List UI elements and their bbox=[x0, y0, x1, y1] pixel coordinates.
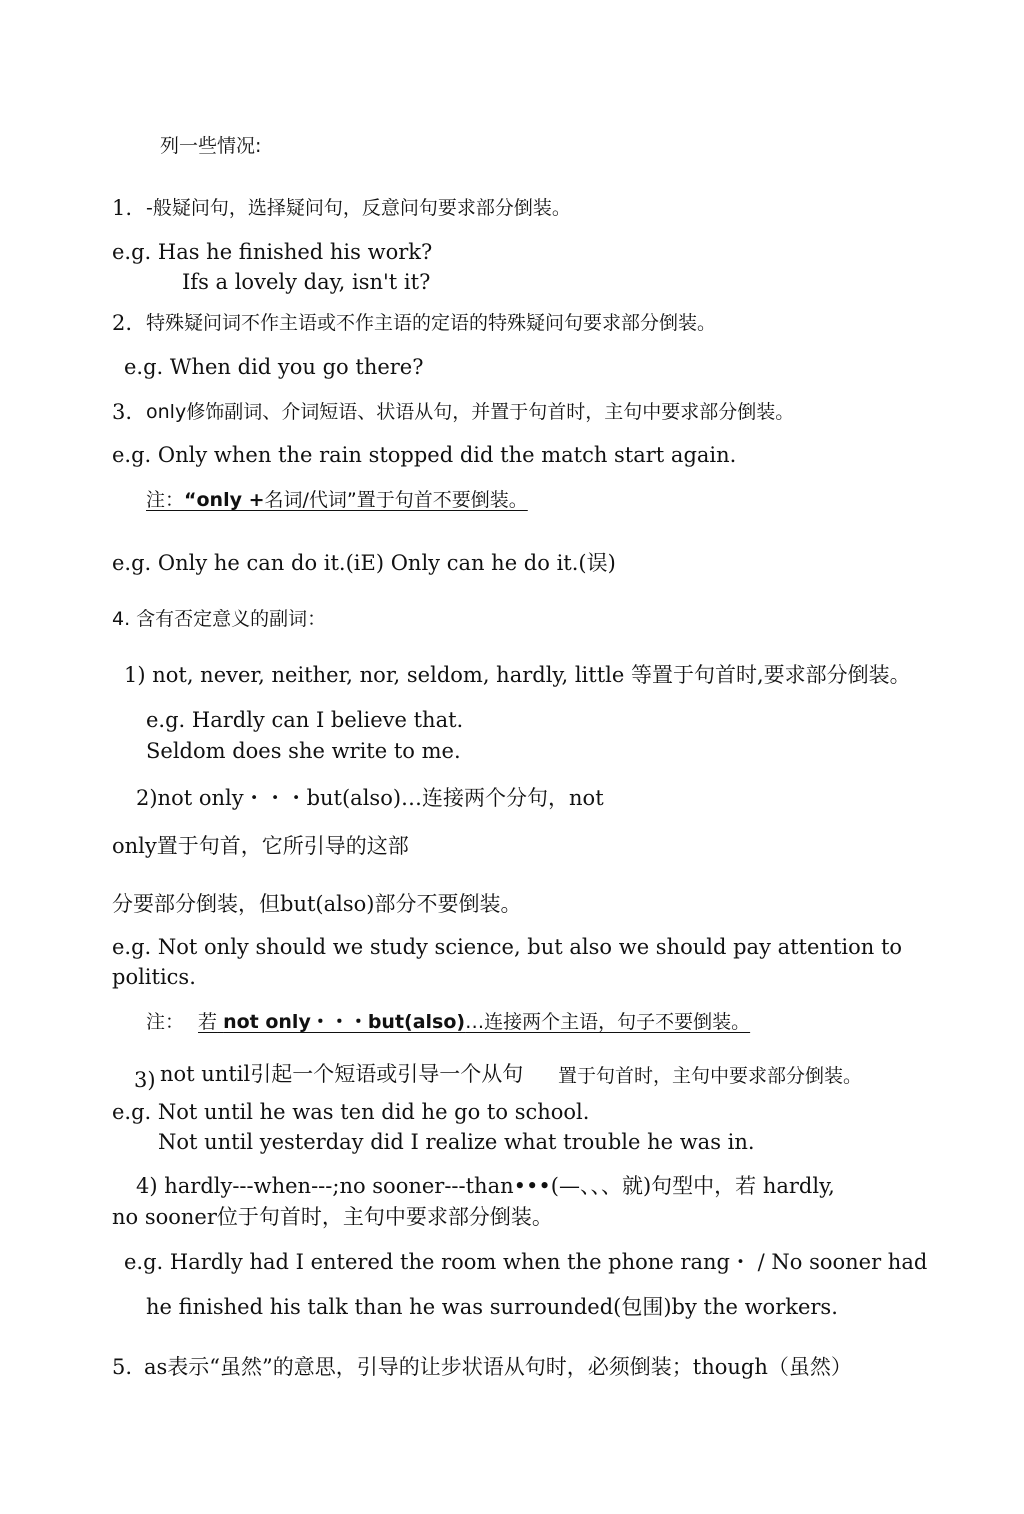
item5-text: as表示“虽然”的意思，引导的让步状语从句时，必须倒装；though（虽然） bbox=[144, 1355, 852, 1379]
item5-number: 5. bbox=[112, 1355, 133, 1379]
item4-sub3-text-2: 置于句首时，主句中要求部分倒装。 bbox=[558, 1065, 863, 1087]
item4-sub3-text: not until引起一个短语或引导一个从句 bbox=[160, 1062, 524, 1086]
item4-sub2-line-b: only置于句首，它所引导的这部 bbox=[112, 834, 409, 858]
item2-number: 2. bbox=[112, 311, 133, 335]
item4-heading: 4. 含有否定意义的副词： bbox=[112, 608, 327, 630]
item4-sub2-note-bold: not only・・・but(also) bbox=[223, 1011, 466, 1033]
item4-sub2-note-underlined bbox=[198, 1011, 750, 1033]
item4-sub2-note-prefix: 注： bbox=[146, 1011, 185, 1033]
item4-sub1-example-2: Seldom does she write to me. bbox=[146, 739, 461, 763]
item3-number: 3. bbox=[112, 400, 133, 424]
item1-example-2: Ifs a lovely day, isn't it? bbox=[182, 270, 431, 294]
intro-text: 列一些情况: bbox=[160, 135, 262, 157]
item4-sub2-note-a: 若 bbox=[198, 1011, 218, 1033]
item2-text: 特殊疑问词不作主语或不作主语的定语的特殊疑问句要求部分倒装。 bbox=[146, 312, 717, 334]
item4-sub4-line-a: 4) hardly---when---;no sooner---than•••(—、、、就)句型中，若 hardly, bbox=[136, 1174, 835, 1198]
item4-sub2-example-1: e.g. Not only should we study science, but also we should pay attention to bbox=[112, 935, 903, 959]
item4-sub4-example-1: e.g. Hardly had I entered the room when the phone rang・ / No sooner had bbox=[124, 1250, 928, 1274]
item3-text: only修饰副词、介词短语、状语从句，并置于句首时，主句中要求部分倒装。 bbox=[146, 401, 795, 423]
item4-sub1-example-1: e.g. Hardly can I believe that. bbox=[146, 708, 464, 732]
item3-example-1: e.g. Only when the rain stopped did the match start again. bbox=[112, 443, 737, 467]
item1-example-1: e.g. Has he finished his work? bbox=[112, 240, 433, 264]
item4-sub4-example-2: he finished his talk than he was surrounded(包围)by the workers. bbox=[146, 1295, 838, 1319]
item3-note-bold: “only + bbox=[184, 489, 265, 511]
item4-sub2-line-c: 分要部分倒装，但but(also)部分不要倒装。 bbox=[112, 892, 522, 916]
item4-sub2-note-rest: …连接两个主语，句子不要倒装。 bbox=[465, 1011, 751, 1033]
item4-sub3-example-2: Not until yesterday did I realize what trouble he was in. bbox=[158, 1130, 755, 1154]
item4-sub3-number: 3) bbox=[134, 1068, 156, 1092]
item3-note bbox=[146, 486, 528, 514]
item4-sub1: 1) not, never, neither, nor, seldom, hardly, little 等置于句首时,要求部分倒装。 bbox=[124, 663, 911, 687]
item4-sub2-line-a: 2)not only・・・but(also)…连接两个分句，not bbox=[136, 786, 604, 810]
item4-sub2-example-2: politics. bbox=[112, 965, 196, 989]
item4-sub4-line-b: no sooner位于句首时，主句中要求部分倒装。 bbox=[112, 1205, 553, 1229]
item1-text: -般疑问句，选择疑问句，反意问句要求部分倒装。 bbox=[146, 197, 571, 219]
item4-sub2-note bbox=[146, 1008, 750, 1036]
item1-number: 1. bbox=[112, 196, 133, 220]
item3-example-2: e.g. Only he can do it.(iE) Only can he do it.(误) bbox=[112, 551, 616, 575]
item4-sub3-example-1: e.g. Not until he was ten did he go to school. bbox=[112, 1100, 590, 1124]
item3-note-rest: 名词/代词”置于句首不要倒装。 bbox=[264, 489, 528, 511]
item3-note-prefix: 注： bbox=[146, 489, 185, 511]
item2-example-1: e.g. When did you go there? bbox=[124, 355, 424, 379]
